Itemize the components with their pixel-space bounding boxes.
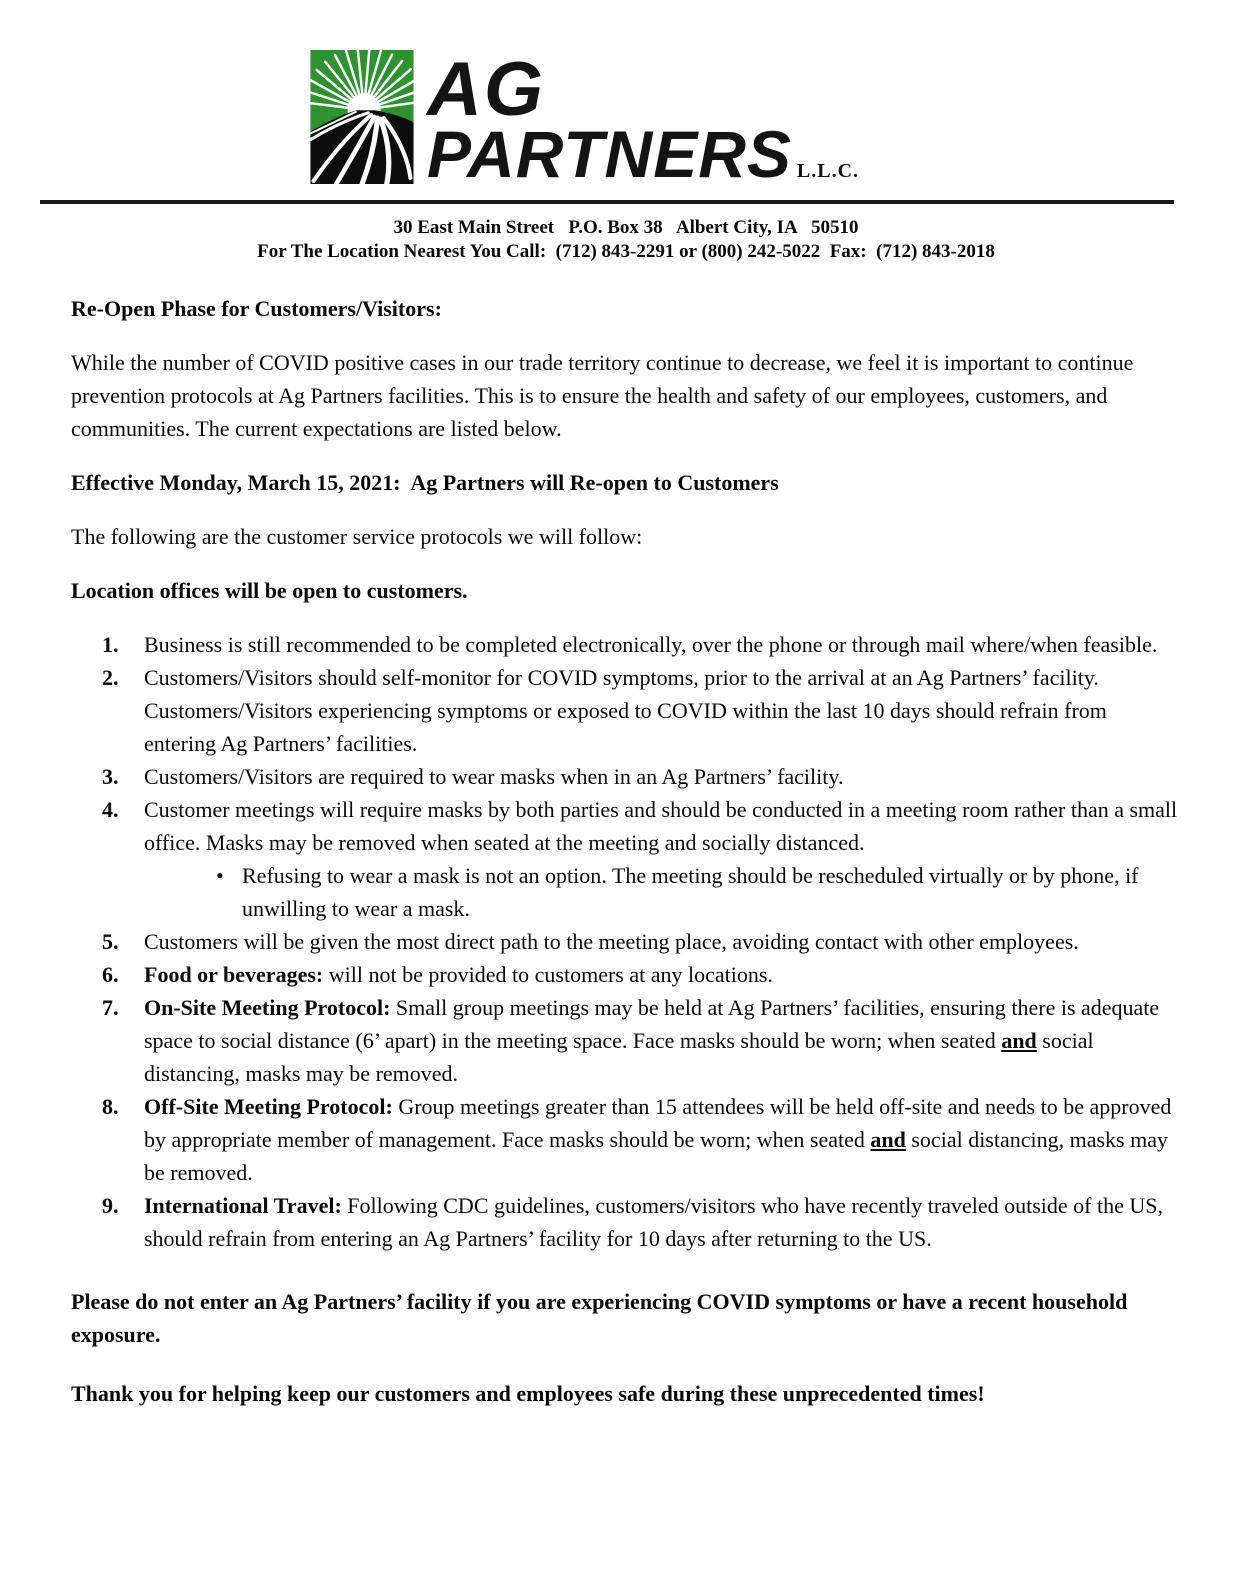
item-text: Customers/Visitors should self-monitor for COVID symptoms, prior to the arrival at an Ag Partners’ facility. Customers/Visitors experiencing symptoms or exposed to COVID within the last 10 days should refrain from entering Ag Partners’ facilities. (144, 665, 1107, 756)
item-text: Business is still recommended to be completed electronically, over the phone or through mail where/when feasible. (144, 632, 1158, 657)
effective-date-heading: Effective Monday, March 15, 2021: Ag Partners will Re-open to Customers (71, 470, 779, 495)
item-number: 8. (102, 1094, 119, 1119)
numbered-item (71, 793, 1182, 859)
item-text: International Travel: Following CDC guidelines, customers/visitors who have recently traveled outside of the US, should refrain from entering an Ag Partners’ facility for 10 days after returning to the US. (144, 1193, 1164, 1251)
item-text: Off-Site Meeting Protocol: Group meetings greater than 15 attendees will be held off-site and needs to be approved by appropriate member of management. Face masks should be worn; when seated and social distancing, masks may be removed. (144, 1094, 1172, 1185)
protocol-list (71, 628, 1182, 1255)
closing-warning: Please do not enter an Ag Partners’ facility if you are experiencing COVID symptoms or have a recent household exposure. (71, 1289, 1133, 1347)
numbered-item (71, 958, 1182, 991)
item-text: Customers will be given the most direct path to the meeting place, avoiding contact with other employees. (144, 929, 1079, 954)
bullet-marker: • (216, 863, 224, 888)
address-line: 30 East Main Street P.O. Box 38 Albert City, IA 50510 (393, 217, 859, 238)
logo-llc-suffix: L.L.C. (796, 159, 860, 182)
item-text: Customer meetings will require masks by both parties and should be conducted in a meeting room rather than a small office. Masks may be removed when seated at the meeting and socially distanced. (144, 797, 1178, 855)
item-text: Refusing to wear a mask is not an option. The meeting should be rescheduled virtually or by phone, if unwilling to wear a mask. (242, 863, 1139, 921)
item-number: 1. (102, 632, 119, 657)
item-number: 2. (102, 665, 119, 690)
numbered-item (71, 1090, 1182, 1189)
item-number: 9. (102, 1193, 119, 1218)
contact-line: For The Location Nearest You Call: (712) 843-2291 or (800) 242-5022 Fax: (712) 843-2018 (257, 241, 995, 262)
intro-paragraph: While the number of COVID positive cases in our trade territory continue to decrease, we feel it is important to continue prevention protocols at Ag Partners facilities. This is to ensure the health and safety of our employees, customers, and communities. The current expectations are listed below. (71, 350, 1139, 441)
sub-bullet-item (71, 859, 1182, 925)
item-number: 3. (102, 764, 119, 789)
section-heading: Location offices will be open to customers. (71, 578, 468, 603)
item-number: 6. (102, 962, 119, 987)
numbered-item (71, 925, 1182, 958)
numbered-item (71, 991, 1182, 1090)
numbered-item (71, 1189, 1182, 1255)
header-divider (40, 200, 1174, 204)
letter-body (0, 264, 1252, 1410)
item-number: 7. (102, 995, 119, 1020)
company-logo (0, 47, 1210, 191)
item-number: 5. (102, 929, 119, 954)
closing-thanks: Thank you for helping keep our customers and employees safe during these unprecedented times! (71, 1381, 985, 1406)
logo-lockup (309, 47, 860, 191)
item-number: 4. (102, 797, 119, 822)
logo-word-ag: AG (426, 47, 545, 133)
sunrise-field-icon (309, 50, 415, 184)
numbered-item (71, 661, 1182, 760)
item-text: Food or beverages: will not be provided to customers at any locations. (144, 962, 773, 987)
item-text: On-Site Meeting Protocol: Small group meetings may be held at Ag Partners’ facilities, ensuring there is adequate space to social distance (6’ apart) in the meeting space. Face masks should be worn; when seated and social distancing, masks may be removed. (144, 995, 1160, 1086)
numbered-item (71, 760, 1182, 793)
item-text: Customers/Visitors are required to wear masks when in an Ag Partners’ facility. (144, 764, 844, 789)
letterhead (0, 0, 1252, 264)
letter-title: Re-Open Phase for Customers/Visitors: (71, 296, 442, 321)
numbered-item (71, 628, 1182, 661)
logo-word-partners: PARTNERS (426, 116, 792, 191)
logo-wordmark (426, 47, 860, 191)
protocols-intro: The following are the customer service protocols we will follow: (71, 524, 643, 549)
